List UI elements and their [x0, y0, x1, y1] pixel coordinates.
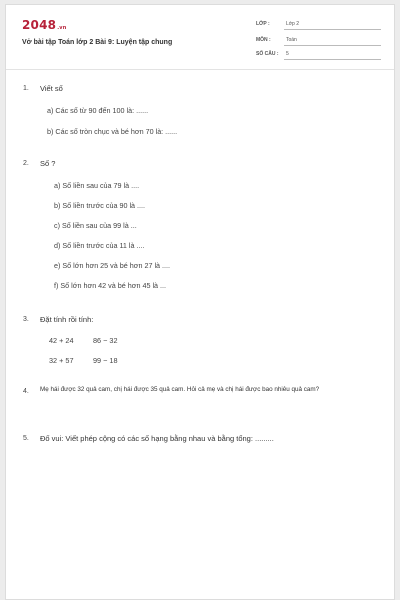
- question-item: a) Các số từ 90 đến 100 là: ......: [47, 106, 149, 115]
- meta-subject-label: MÔN :: [256, 37, 271, 43]
- question-text: Đố vui: Viết phép cộng có các số hạng bằng nhau và bằng tổng: .........: [40, 434, 274, 443]
- question-item: b) Số liền trước của 90 là ....: [54, 201, 146, 210]
- page-title: Vở bài tập Toán lớp 2 Bài 9: Luyện tập chung: [22, 39, 173, 46]
- meta-class-value: Lớp 2: [284, 19, 381, 30]
- question-item: e) Số lớn hơn 25 và bé hơn 27 là ....: [54, 261, 171, 270]
- question-number: 5.: [23, 435, 29, 442]
- question-number: 4.: [23, 388, 29, 395]
- logo-tld: .vn: [57, 25, 67, 31]
- meta-count-value: 5: [284, 49, 381, 60]
- question-item: b) Các số tròn chục và bé hơn 70 là: ......: [47, 127, 178, 136]
- question-text: Viết số: [40, 84, 63, 93]
- meta-question-count: [256, 49, 381, 61]
- calculation: 32 + 57: [49, 356, 74, 365]
- header-divider: [6, 69, 394, 70]
- question-text: Số ?: [40, 159, 56, 168]
- calculation: 42 + 24: [49, 336, 74, 345]
- calculation: 99 − 18: [93, 356, 118, 365]
- question-item: d) Số liền trước của 11 là ....: [54, 241, 145, 250]
- site-logo[interactable]: [22, 18, 67, 32]
- meta-count-label: SỐ CÂU :: [256, 51, 279, 57]
- meta-subject: [256, 35, 381, 47]
- calculation: 86 − 32: [93, 336, 118, 345]
- question-text: Đặt tính rồi tính:: [40, 315, 94, 324]
- meta-class-label: LỚP :: [256, 21, 270, 27]
- logo-main: 2048: [22, 18, 57, 32]
- meta-class: [256, 19, 381, 31]
- worksheet-page: [5, 4, 395, 600]
- question-number: 1.: [23, 85, 29, 92]
- question-number: 3.: [23, 316, 29, 323]
- question-item: a) Số liền sau của 79 là ....: [54, 181, 140, 190]
- meta-subject-value: Toán: [284, 35, 381, 46]
- question-number: 2.: [23, 160, 29, 167]
- question-item: f) Số lớn hơn 42 và bé hơn 45 là ...: [54, 281, 167, 290]
- question-item: c) Số liền sau của 99 là ...: [54, 221, 137, 230]
- question-text: Mẹ hái được 32 quả cam, chị hái được 35 quả cam. Hỏi cả mẹ và chị hái được bao nhiêu quả cam?: [40, 386, 320, 393]
